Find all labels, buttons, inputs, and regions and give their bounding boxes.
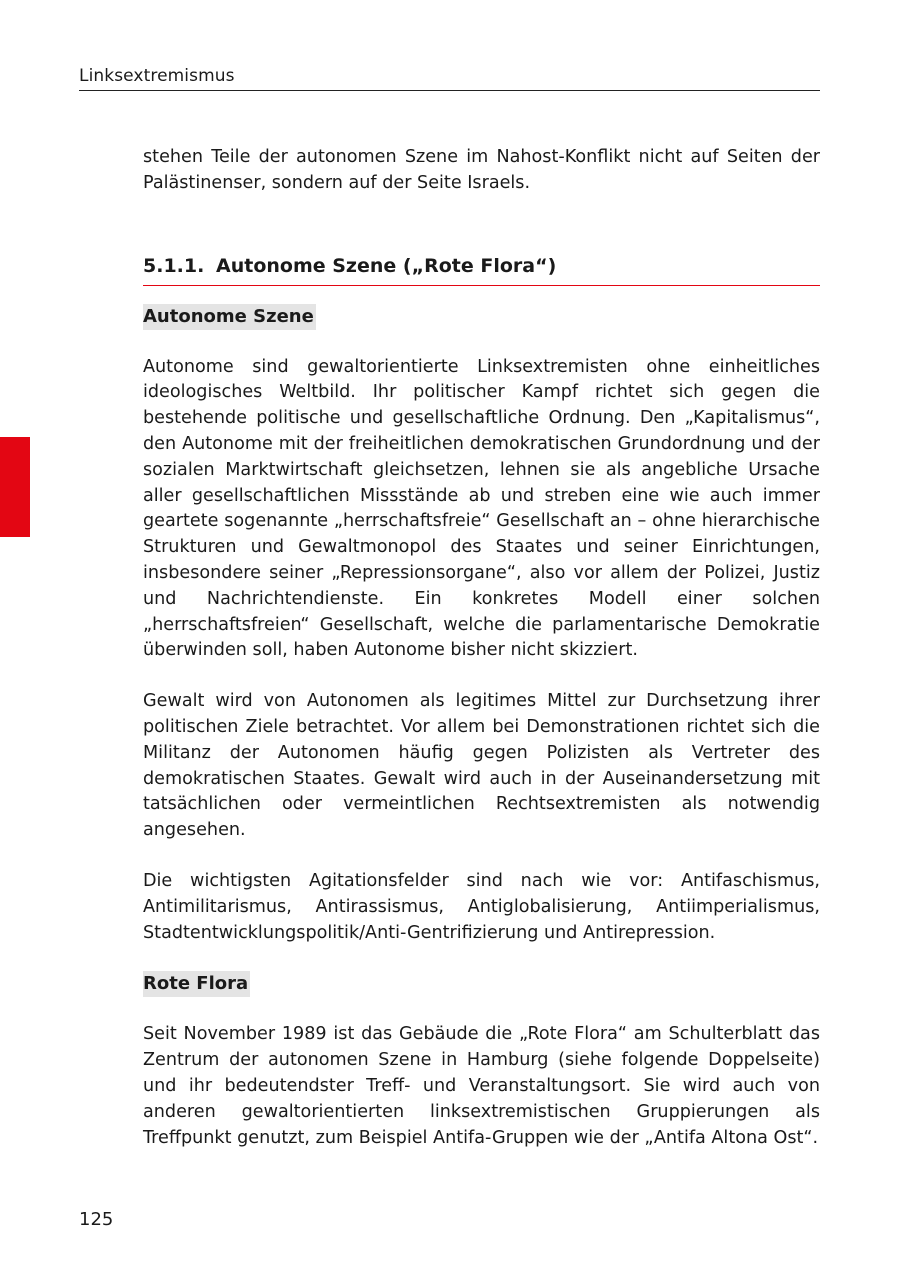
paragraph-rote-flora: Seit November 1989 ist das Gebäude die „Rote Flora“ am Schulterblatt das Zentrum der autonomen Szene in Hamburg (siehe folgende Doppelseite) und ihr bedeutendster Treff- und Veranstaltungsort. Sie wird auch von anderen gewaltorientierten linksextremistischen Gruppierungen als Treffpunkt genutzt, zum Beispiel Antifa-Gruppen wie der „Antifa Altona Ost“. (143, 1024, 820, 1148)
page-number: 125 (79, 1209, 114, 1230)
subsection-heading-autonome-szene: Autonome Szene (143, 304, 316, 330)
subsection-heading-rote-flora: Rote Flora (143, 971, 250, 997)
running-title: Linksextremismus (79, 66, 235, 86)
section-heading (143, 253, 820, 286)
section-number: 5.1.1. (143, 254, 205, 277)
chapter-marker (0, 437, 30, 537)
paragraph-agitationsfelder: Die wichtigsten Agitationsfelder sind nach wie vor: Antifaschismus, Antimilitarismus, Antirassismus, Antiglobalisierung, Antiimperialismus, Stadtentwicklungspolitik/Anti-Gentrifizierung und Antirepression. (143, 870, 820, 943)
header-rule (79, 90, 820, 91)
paragraph-gewalt: Gewalt wird von Autonomen als legitimes Mittel zur Durchsetzung ihrer politischen Ziele betrachtet. Vor allem bei Demonstrationen richtet sich die Militanz der Autonomen häufig gegen Polizisten als Vertreter des demokratischen Staates. Gewalt wird auch in der Auseinandersetzung mit tatsächlichen oder vermeintlichen Rechtsextremisten als notwendig angesehen. (143, 691, 820, 841)
intro-paragraph: stehen Teile der autonomen Szene im Nahost-Konflikt nicht auf Seiten der Palästinenser, sondern auf der Seite Israels. (143, 147, 820, 193)
section-title: Autonome Szene („Rote Flora“) (216, 254, 557, 277)
page-body (143, 145, 820, 1151)
paragraph-autonome-definition: Autonome sind gewaltorientierte Linksextremisten ohne einheitliches ideologisches Weltbild. Ihr politischer Kampf richtet sich gegen die bestehende politische und gesellschaftliche Ordnung. Den „Kapitalismus“, den Autonome mit der freiheitlichen demokratischen Grundordnung und der sozialen Marktwirtschaft gleichsetzen, lehnen sie als angebliche Ursache aller gesellschaftlichen Missstände ab und streben eine wie auch immer geartete sogenannte „herrschaftsfreie“ Gesellschaft an – ohne hierarchische Strukturen und Gewaltmonopol des Staates und seiner Einrichtungen, insbesondere seiner „Repressionsorgane“, also vor allem der Polizei, Justiz und Nachrichtendienste. Ein konkretes Modell einer solchen „herrschaftsfreien“ Gesellschaft, welche die parlamentarische Demokratie überwinden soll, haben Autonome bisher nicht skizziert. (143, 356, 820, 661)
